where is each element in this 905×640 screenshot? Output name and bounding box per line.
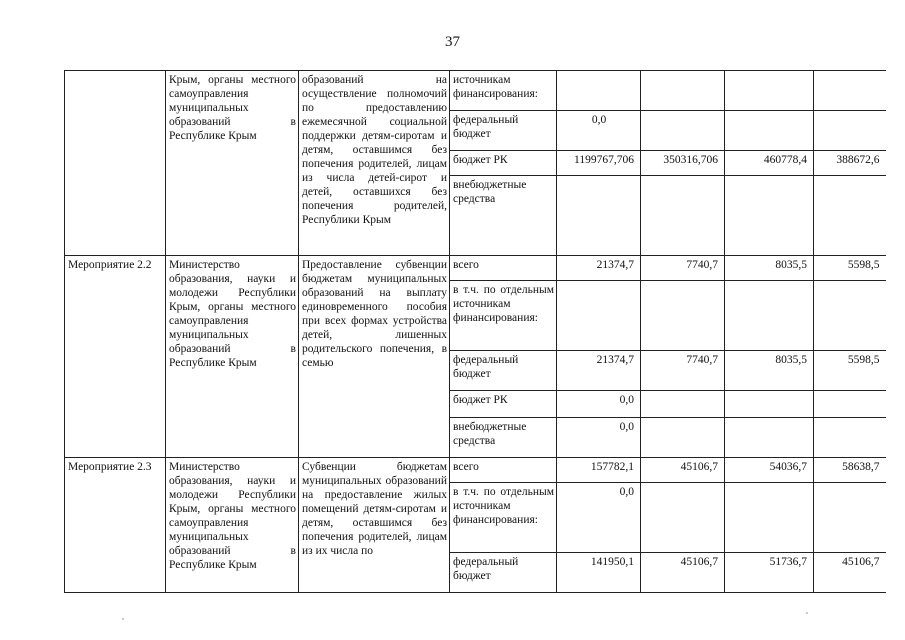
year3-value (814, 281, 886, 351)
source-label: федеральный бюджет (450, 553, 557, 593)
source-label: всего (450, 256, 557, 281)
source-label: бюджет РК (450, 391, 557, 418)
year2-value (725, 71, 814, 111)
year3-value: 58638,7 (814, 458, 886, 483)
source-label: федеральный бюджет (450, 351, 557, 391)
source-label: федеральный бюджет (450, 111, 557, 151)
description-cell: Субвенции бюджетам муниципальных образований на предоставление жилых помещений детям-сиротам и детям, оставшимся без попечения родителей, лицам из их числа по (299, 458, 450, 593)
source-label: внебюджетные средства (450, 418, 557, 458)
table-row (65, 458, 886, 483)
year1-value (641, 71, 725, 111)
source-label: в т.ч. по отдельным источникам финансирования: (450, 483, 557, 553)
year1-value: 45106,7 (641, 458, 725, 483)
year2-value (725, 176, 814, 256)
event-cell (65, 71, 166, 256)
total-value (557, 281, 641, 351)
total-value: 0,0 (557, 483, 641, 553)
year1-value (641, 483, 725, 553)
year1-value: 45106,7 (641, 553, 725, 593)
year1-value (641, 418, 725, 458)
year1-value (641, 391, 725, 418)
year3-value: 5598,5 (814, 256, 886, 281)
source-label: всего (450, 458, 557, 483)
description-cell: образований на осуществление полномочий по предоставлению ежемесячной социальной поддержки детям-сиротам и детям, оставшимся без попечения родителей, лицам из числа детей-сирот и детей, оставшихся без попечения родителей, Республики Крым (299, 71, 450, 256)
total-value (557, 176, 641, 256)
year3-value (814, 71, 886, 111)
total-value: 0,0 (557, 391, 641, 418)
year1-value (641, 281, 725, 351)
event-cell: Мероприятие 2.2 (65, 256, 166, 458)
year2-value (725, 281, 814, 351)
table-row (65, 71, 886, 111)
year1-value (641, 176, 725, 256)
executor-cell: Крым, органы местного самоуправления муниципальных образований в Республике Крым (166, 71, 299, 256)
year2-value (725, 418, 814, 458)
year2-value: 8035,5 (725, 256, 814, 281)
year2-value: 460778,4 (725, 151, 814, 176)
total-value: 157782,1 (557, 458, 641, 483)
source-label: источникам финансирования: (450, 71, 557, 111)
source-label: бюджет РК (450, 151, 557, 176)
scan-speck (806, 612, 808, 614)
total-value: 21374,7 (557, 351, 641, 391)
year2-value (725, 111, 814, 151)
year2-value (725, 483, 814, 553)
year2-value: 51736,7 (725, 553, 814, 593)
executor-cell: Министерство образования, науки и молодежи Республики Крым, органы местного самоуправления муниципальных образований в Республике Крым (166, 256, 299, 458)
year1-value: 350316,706 (641, 151, 725, 176)
year3-value (814, 176, 886, 256)
year1-value (641, 111, 725, 151)
total-value: 1199767,706 (557, 151, 641, 176)
source-label: в т.ч. по отдельным источникам финансирования: (450, 281, 557, 351)
source-label: внебюджетные средства (450, 176, 557, 256)
year1-value: 7740,7 (641, 256, 725, 281)
table-row (65, 256, 886, 281)
year2-value: 8035,5 (725, 351, 814, 391)
year3-value: 5598,5 (814, 351, 886, 391)
total-value: 21374,7 (557, 256, 641, 281)
total-value: 0,0 (557, 111, 641, 151)
total-value: 141950,1 (557, 553, 641, 593)
year2-value (725, 391, 814, 418)
budget-table (64, 70, 886, 593)
year3-value (814, 391, 886, 418)
year2-value: 54036,7 (725, 458, 814, 483)
year3-value (814, 111, 886, 151)
page-number: 37 (445, 34, 460, 50)
year3-value (814, 483, 886, 553)
year3-value (814, 418, 886, 458)
executor-cell: Министерство образования, науки и молодежи Республики Крым, органы местного самоуправления муниципальных образований в Республике Крым (166, 458, 299, 593)
year3-value: 45106,7 (814, 553, 886, 593)
event-cell: Мероприятие 2.3 (65, 458, 166, 593)
description-cell: Предоставление субвенции бюджетам муниципальных образований на выплату единовременного пособия при всех формах устройства детей, лишенных родительского попечения, в семью (299, 256, 450, 458)
year1-value: 7740,7 (641, 351, 725, 391)
year3-value: 388672,6 (814, 151, 886, 176)
scan-speck (122, 618, 124, 620)
total-value (557, 71, 641, 111)
total-value: 0,0 (557, 418, 641, 458)
